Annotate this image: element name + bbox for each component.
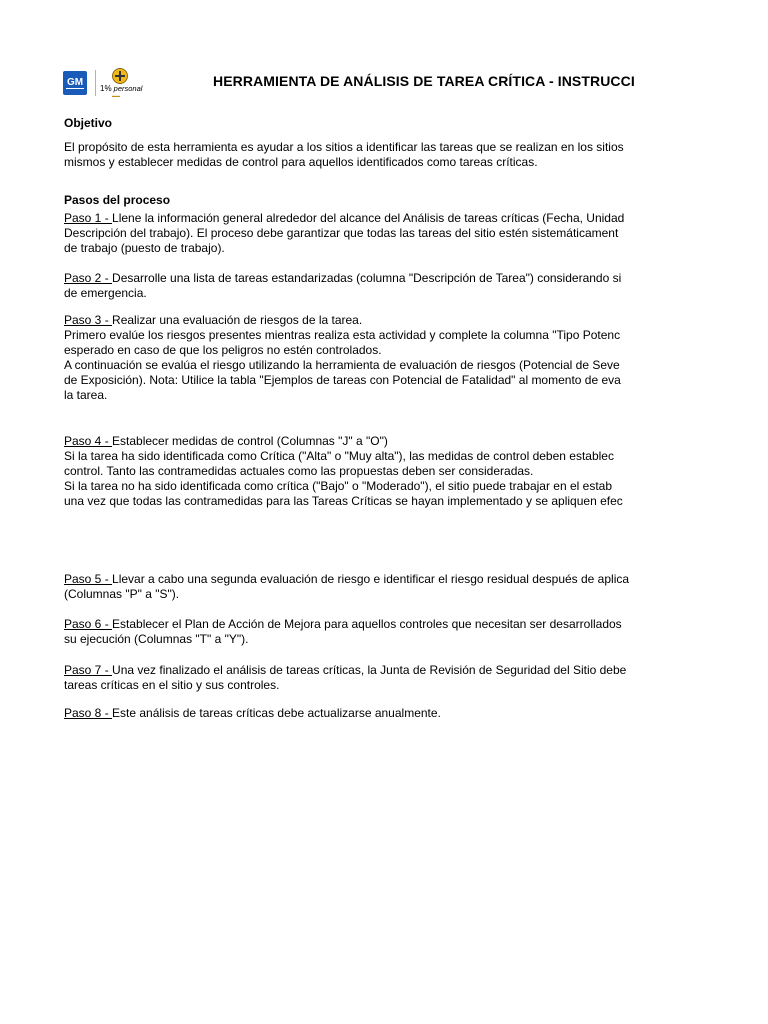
step-line: Establecer medidas de control (Columnas "J" a "O") <box>112 434 388 448</box>
objective-line: mismos y establecer medidas de control para aquellos identificados como tareas críticas. <box>64 155 538 169</box>
step-line: control. Tanto las contramedidas actuales como las propuestas deben ser consideradas. <box>64 464 534 478</box>
step-1 <box>64 211 624 256</box>
step-line: Realizar una evaluación de riesgos de la tarea. <box>112 313 363 327</box>
step-line: Primero evalúe los riesgos presentes mientras realiza esta actividad y complete la columna "Tipo Potenc <box>64 328 621 342</box>
step-line: Si la tarea no ha sido identificada como crítica ("Bajo" o "Moderado"), el sitio puede trabajar en el estab <box>64 479 613 493</box>
step-label: Paso 4 - <box>64 434 113 448</box>
step-label: Paso 5 - <box>64 572 113 586</box>
step-line: Descripción del trabajo). El proceso debe garantizar que todas las tareas del sitio estén sistemáticament <box>64 226 619 240</box>
step-line: Llene la información general alrededor del alcance del Análisis de tareas críticas (Fecha, Unidad <box>112 211 625 225</box>
step-line: una vez que todas las contramedidas para las Tareas Críticas se hayan implementado y se apliquen efec <box>64 494 623 508</box>
objective-line: El propósito de esta herramienta es ayudar a los sitios a identificar las tareas que se realizan en los sitios <box>64 140 624 154</box>
logo-divider <box>95 70 96 96</box>
step-line: de emergencia. <box>64 286 147 300</box>
step-line: la tarea. <box>64 388 108 402</box>
step-line: Llevar a cabo una segunda evaluación de riesgo e identificar el riesgo residual después de aplica <box>112 572 630 586</box>
step-line: de Exposición). Nota: Utilice la tabla "Ejemplos de tareas con Potencial de Fatalidad" al momento de eva <box>64 373 621 387</box>
step-label: Paso 3 - <box>64 313 113 327</box>
step-label: Paso 6 - <box>64 617 113 631</box>
badge-subtext-mark: ▬▬ <box>112 93 120 98</box>
step-label: Paso 7 - <box>64 663 113 677</box>
step-line: esperado en caso de que los peligros no estén controlados. <box>64 343 382 357</box>
step-line: tareas críticas en el sitio y sus controles. <box>64 678 280 692</box>
step-6 <box>64 617 622 647</box>
step-label: Paso 1 - <box>64 211 113 225</box>
objective-heading: Objetivo <box>64 116 113 130</box>
step-8 <box>64 706 441 721</box>
objective-text <box>64 140 624 170</box>
gm-logo-text: GM <box>66 77 84 88</box>
step-7 <box>64 663 626 693</box>
step-line: su ejecución (Columnas "T" a "Y"). <box>64 632 249 646</box>
step-line: Si la tarea ha sido identificada como Crítica ("Alta" o "Muy alta"), las medidas de control deben establec <box>64 449 614 463</box>
step-label: Paso 2 - <box>64 271 113 285</box>
step-line: A continuación se evalúa el riesgo utilizando la herramienta de evaluación de riesgos (Potencial de Seve <box>64 358 620 372</box>
step-line: (Columnas "P" a "S"). <box>64 587 180 601</box>
step-3 <box>64 313 621 403</box>
step-line: Una vez finalizado el análisis de tareas críticas, la Junta de Revisión de Seguridad del Sitio debe <box>112 663 627 677</box>
medal-icon <box>112 68 128 84</box>
step-line: de trabajo (puesto de trabajo). <box>64 241 225 255</box>
step-line: Establecer el Plan de Acción de Mejora para aquellos controles que necesitan ser desarrollados <box>112 617 622 631</box>
page-title: HERRAMIENTA DE ANÁLISIS DE TAREA CRÍTICA - INSTRUCCI <box>213 73 635 89</box>
step-4 <box>64 434 623 509</box>
step-line: Este análisis de tareas críticas debe actualizarse anualmente. <box>112 706 441 720</box>
step-5 <box>64 572 629 602</box>
step-label: Paso 8 - <box>64 706 113 720</box>
badge-text: personal <box>113 84 143 93</box>
step-2 <box>64 271 621 301</box>
step-line: Desarrolle una lista de tareas estandarizadas (columna "Descripción de Tarea") considerando si <box>112 271 622 285</box>
badge-number: 1% <box>100 84 112 93</box>
gm-logo-icon <box>63 71 87 95</box>
safety-badge-logo-icon <box>100 68 143 100</box>
process-heading: Pasos del proceso <box>64 193 171 207</box>
